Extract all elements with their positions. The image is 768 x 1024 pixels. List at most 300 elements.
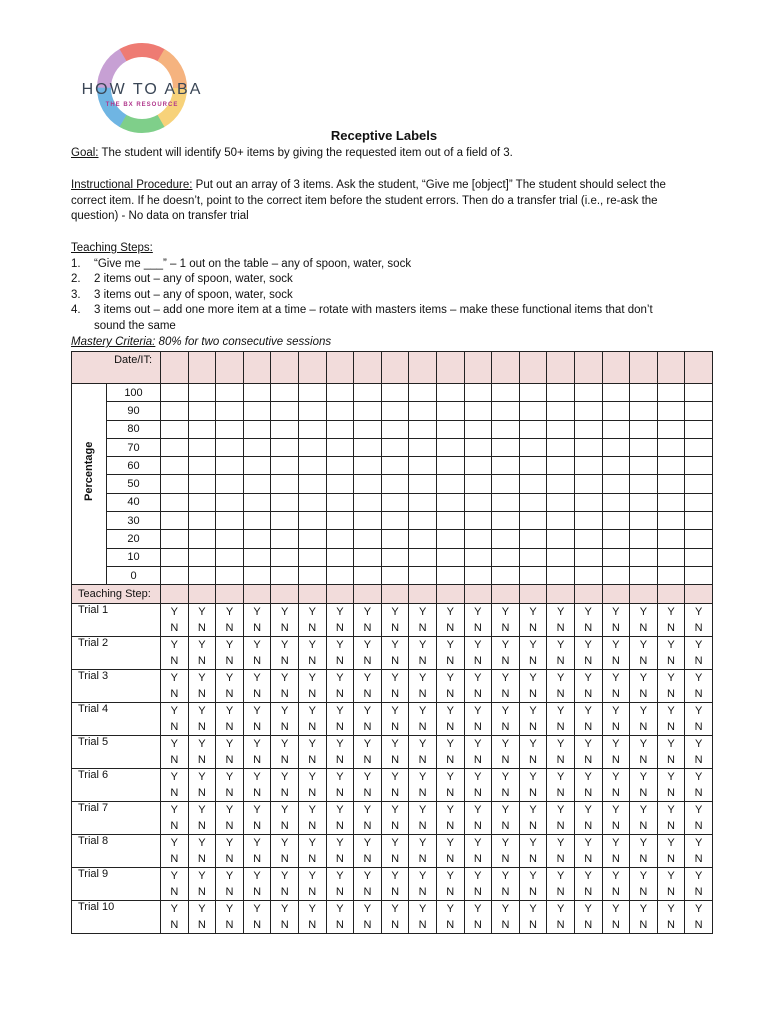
yes-option[interactable]: Y xyxy=(529,738,537,751)
no-option[interactable]: N xyxy=(170,655,179,668)
percent-cell[interactable] xyxy=(298,438,326,456)
yes-option[interactable]: Y xyxy=(225,837,234,850)
percent-cell[interactable] xyxy=(436,512,464,530)
yes-option[interactable]: Y xyxy=(253,672,261,685)
no-option[interactable]: N xyxy=(446,688,455,701)
percent-cell[interactable] xyxy=(492,420,520,438)
date-cell[interactable] xyxy=(685,352,713,384)
percent-cell[interactable] xyxy=(547,438,575,456)
yes-option[interactable]: Y xyxy=(639,738,648,751)
no-option[interactable]: N xyxy=(556,754,565,767)
no-option[interactable]: N xyxy=(280,622,289,635)
no-option[interactable]: N xyxy=(473,886,482,899)
percent-cell[interactable] xyxy=(271,384,299,402)
percent-cell[interactable] xyxy=(630,493,658,511)
percent-cell[interactable] xyxy=(547,512,575,530)
no-option[interactable]: N xyxy=(335,886,344,899)
percent-cell[interactable] xyxy=(602,384,630,402)
yes-option[interactable]: Y xyxy=(363,639,372,652)
yes-option[interactable]: Y xyxy=(612,804,620,817)
percent-cell[interactable] xyxy=(547,420,575,438)
yes-option[interactable]: Y xyxy=(529,705,537,718)
yes-option[interactable]: Y xyxy=(225,771,234,784)
yes-option[interactable]: Y xyxy=(474,639,482,652)
teaching-step-cell[interactable] xyxy=(188,585,216,604)
no-option[interactable]: N xyxy=(280,688,289,701)
no-option[interactable]: N xyxy=(584,655,593,668)
date-cell[interactable] xyxy=(409,352,437,384)
yes-option[interactable]: Y xyxy=(308,705,316,718)
percent-cell[interactable] xyxy=(492,475,520,493)
teaching-step-cell[interactable] xyxy=(547,585,575,604)
no-option[interactable]: N xyxy=(501,688,510,701)
date-cell[interactable] xyxy=(547,352,575,384)
yes-option[interactable]: Y xyxy=(474,672,482,685)
yes-option[interactable]: Y xyxy=(281,639,289,652)
teaching-step-cell[interactable] xyxy=(409,585,437,604)
percent-cell[interactable] xyxy=(436,493,464,511)
yes-option[interactable]: Y xyxy=(170,837,178,850)
percent-cell[interactable] xyxy=(161,512,189,530)
teaching-step-cell[interactable] xyxy=(354,585,382,604)
no-option[interactable]: N xyxy=(280,754,289,767)
percent-cell[interactable] xyxy=(630,548,658,566)
no-option[interactable]: N xyxy=(391,820,400,833)
no-option[interactable]: N xyxy=(473,853,482,866)
yes-option[interactable]: Y xyxy=(198,804,206,817)
no-option[interactable]: N xyxy=(501,754,510,767)
percent-cell[interactable] xyxy=(519,438,547,456)
yes-option[interactable]: Y xyxy=(253,870,261,883)
percent-cell[interactable] xyxy=(326,566,354,584)
percent-cell[interactable] xyxy=(630,457,658,475)
percent-cell[interactable] xyxy=(161,438,189,456)
percent-cell[interactable] xyxy=(630,512,658,530)
percent-cell[interactable] xyxy=(188,493,216,511)
percent-cell[interactable] xyxy=(354,512,382,530)
percent-cell[interactable] xyxy=(298,530,326,548)
no-option[interactable]: N xyxy=(253,655,262,668)
yes-option[interactable]: Y xyxy=(308,837,316,850)
no-option[interactable]: N xyxy=(197,721,206,734)
percent-cell[interactable] xyxy=(464,493,492,511)
percent-cell[interactable] xyxy=(602,457,630,475)
percent-cell[interactable] xyxy=(657,566,685,584)
no-option[interactable]: N xyxy=(253,853,262,866)
no-option[interactable]: N xyxy=(391,754,400,767)
percent-cell[interactable] xyxy=(354,457,382,475)
percent-cell[interactable] xyxy=(547,530,575,548)
percent-cell[interactable] xyxy=(216,438,244,456)
no-option[interactable]: N xyxy=(170,853,179,866)
percent-cell[interactable] xyxy=(188,548,216,566)
percent-cell[interactable] xyxy=(409,457,437,475)
no-option[interactable]: N xyxy=(529,787,537,800)
percent-cell[interactable] xyxy=(436,384,464,402)
percent-cell[interactable] xyxy=(574,493,602,511)
no-option[interactable]: N xyxy=(446,754,455,767)
no-option[interactable]: N xyxy=(225,655,234,668)
yes-option[interactable]: Y xyxy=(556,705,565,718)
yes-option[interactable]: Y xyxy=(612,639,620,652)
no-option[interactable]: N xyxy=(170,688,179,701)
yes-option[interactable]: Y xyxy=(639,672,648,685)
percent-cell[interactable] xyxy=(216,493,244,511)
percent-cell[interactable] xyxy=(547,384,575,402)
date-cell[interactable] xyxy=(381,352,409,384)
no-option[interactable]: N xyxy=(529,853,537,866)
yes-option[interactable]: Y xyxy=(170,870,178,883)
no-option[interactable]: N xyxy=(611,886,620,899)
no-option[interactable]: N xyxy=(529,886,537,899)
percent-cell[interactable] xyxy=(547,457,575,475)
yes-option[interactable]: Y xyxy=(556,837,565,850)
yes-option[interactable]: Y xyxy=(391,738,399,751)
teaching-step-cell[interactable] xyxy=(381,585,409,604)
yes-option[interactable]: Y xyxy=(308,870,316,883)
yes-option[interactable]: Y xyxy=(170,639,178,652)
yes-option[interactable]: Y xyxy=(391,870,399,883)
percent-cell[interactable] xyxy=(271,566,299,584)
percent-cell[interactable] xyxy=(464,420,492,438)
no-option[interactable]: N xyxy=(639,820,648,833)
no-option[interactable]: N xyxy=(446,721,455,734)
percent-cell[interactable] xyxy=(547,566,575,584)
percent-cell[interactable] xyxy=(492,402,520,420)
percent-cell[interactable] xyxy=(409,438,437,456)
yes-option[interactable]: Y xyxy=(391,804,399,817)
no-option[interactable]: N xyxy=(501,886,510,899)
no-option[interactable]: N xyxy=(694,820,703,833)
yes-option[interactable]: Y xyxy=(170,804,178,817)
percent-cell[interactable] xyxy=(630,438,658,456)
percent-cell[interactable] xyxy=(354,475,382,493)
percent-cell[interactable] xyxy=(409,420,437,438)
yes-option[interactable]: Y xyxy=(308,672,316,685)
percent-cell[interactable] xyxy=(685,548,713,566)
yes-option[interactable]: Y xyxy=(639,903,648,916)
percent-cell[interactable] xyxy=(547,493,575,511)
percent-cell[interactable] xyxy=(271,475,299,493)
teaching-step-cell[interactable] xyxy=(243,585,271,604)
percent-cell[interactable] xyxy=(161,566,189,584)
percent-cell[interactable] xyxy=(657,493,685,511)
percent-cell[interactable] xyxy=(409,402,437,420)
no-option[interactable]: N xyxy=(667,655,675,668)
yes-option[interactable]: Y xyxy=(446,804,454,817)
date-cell[interactable] xyxy=(492,352,520,384)
no-option[interactable]: N xyxy=(501,655,510,668)
no-option[interactable]: N xyxy=(363,853,372,866)
yes-option[interactable]: Y xyxy=(281,606,289,619)
no-option[interactable]: N xyxy=(308,853,317,866)
yes-option[interactable]: Y xyxy=(336,639,344,652)
no-option[interactable]: N xyxy=(197,655,206,668)
yes-option[interactable]: Y xyxy=(529,639,537,652)
no-option[interactable]: N xyxy=(391,622,400,635)
no-option[interactable]: N xyxy=(308,754,317,767)
percent-cell[interactable] xyxy=(547,548,575,566)
yes-option[interactable]: Y xyxy=(694,705,703,718)
date-cell[interactable] xyxy=(161,352,189,384)
yes-option[interactable]: Y xyxy=(639,639,648,652)
yes-option[interactable]: Y xyxy=(694,837,703,850)
yes-option[interactable]: Y xyxy=(336,804,344,817)
percent-cell[interactable] xyxy=(519,457,547,475)
teaching-step-cell[interactable] xyxy=(271,585,299,604)
percent-cell[interactable] xyxy=(464,566,492,584)
no-option[interactable]: N xyxy=(611,853,620,866)
yes-option[interactable]: Y xyxy=(612,705,620,718)
no-option[interactable]: N xyxy=(611,919,620,932)
no-option[interactable]: N xyxy=(639,886,648,899)
percent-cell[interactable] xyxy=(271,548,299,566)
percent-cell[interactable] xyxy=(602,530,630,548)
yes-option[interactable]: Y xyxy=(529,804,537,817)
no-option[interactable]: N xyxy=(529,688,537,701)
percent-cell[interactable] xyxy=(161,475,189,493)
yes-option[interactable]: Y xyxy=(198,639,206,652)
yes-option[interactable]: Y xyxy=(612,870,620,883)
yes-option[interactable]: Y xyxy=(418,705,427,718)
yes-option[interactable]: Y xyxy=(667,705,675,718)
no-option[interactable]: N xyxy=(335,721,344,734)
no-option[interactable]: N xyxy=(197,886,206,899)
yes-option[interactable]: Y xyxy=(501,870,510,883)
yes-option[interactable]: Y xyxy=(336,705,344,718)
no-option[interactable]: N xyxy=(501,721,510,734)
percent-cell[interactable] xyxy=(409,493,437,511)
percent-cell[interactable] xyxy=(216,402,244,420)
yes-option[interactable]: Y xyxy=(474,606,482,619)
yes-option[interactable]: Y xyxy=(584,771,592,784)
percent-cell[interactable] xyxy=(271,512,299,530)
percent-cell[interactable] xyxy=(464,548,492,566)
no-option[interactable]: N xyxy=(556,688,565,701)
no-option[interactable]: N xyxy=(473,919,482,932)
yes-option[interactable]: Y xyxy=(281,804,289,817)
yes-option[interactable]: Y xyxy=(363,672,372,685)
no-option[interactable]: N xyxy=(694,886,703,899)
yes-option[interactable]: Y xyxy=(391,771,399,784)
yes-option[interactable]: Y xyxy=(667,837,675,850)
yes-option[interactable]: Y xyxy=(253,705,261,718)
yes-option[interactable]: Y xyxy=(170,771,178,784)
no-option[interactable]: N xyxy=(611,688,620,701)
percent-cell[interactable] xyxy=(574,548,602,566)
no-option[interactable]: N xyxy=(584,787,593,800)
no-option[interactable]: N xyxy=(556,919,565,932)
no-option[interactable]: N xyxy=(253,754,262,767)
percent-cell[interactable] xyxy=(161,420,189,438)
no-option[interactable]: N xyxy=(418,655,427,668)
yes-option[interactable]: Y xyxy=(529,870,537,883)
percent-cell[interactable] xyxy=(381,475,409,493)
yes-option[interactable]: Y xyxy=(363,771,372,784)
yes-option[interactable]: Y xyxy=(281,837,289,850)
percent-cell[interactable] xyxy=(243,402,271,420)
no-option[interactable]: N xyxy=(391,655,400,668)
yes-option[interactable]: Y xyxy=(556,672,565,685)
percent-cell[interactable] xyxy=(436,438,464,456)
teaching-step-cell[interactable] xyxy=(464,585,492,604)
percent-cell[interactable] xyxy=(602,438,630,456)
no-option[interactable]: N xyxy=(335,820,344,833)
yes-option[interactable]: Y xyxy=(529,606,537,619)
no-option[interactable]: N xyxy=(694,853,703,866)
no-option[interactable]: N xyxy=(197,820,206,833)
date-cell[interactable] xyxy=(574,352,602,384)
no-option[interactable]: N xyxy=(639,754,648,767)
percent-cell[interactable] xyxy=(188,420,216,438)
yes-option[interactable]: Y xyxy=(363,903,372,916)
yes-option[interactable]: Y xyxy=(474,804,482,817)
yes-option[interactable]: Y xyxy=(418,672,427,685)
percent-cell[interactable] xyxy=(492,457,520,475)
percent-cell[interactable] xyxy=(161,384,189,402)
yes-option[interactable]: Y xyxy=(556,804,565,817)
no-option[interactable]: N xyxy=(391,919,400,932)
percent-cell[interactable] xyxy=(216,566,244,584)
yes-option[interactable]: Y xyxy=(556,738,565,751)
yes-option[interactable]: Y xyxy=(170,672,178,685)
yes-option[interactable]: Y xyxy=(501,606,510,619)
no-option[interactable]: N xyxy=(197,919,206,932)
no-option[interactable]: N xyxy=(170,622,179,635)
percent-cell[interactable] xyxy=(188,530,216,548)
no-option[interactable]: N xyxy=(584,754,593,767)
yes-option[interactable]: Y xyxy=(612,606,620,619)
yes-option[interactable]: Y xyxy=(170,705,178,718)
percent-cell[interactable] xyxy=(657,457,685,475)
percent-cell[interactable] xyxy=(574,475,602,493)
yes-option[interactable]: Y xyxy=(556,870,565,883)
percent-cell[interactable] xyxy=(326,420,354,438)
percent-cell[interactable] xyxy=(436,402,464,420)
no-option[interactable]: N xyxy=(363,787,372,800)
percent-cell[interactable] xyxy=(216,530,244,548)
yes-option[interactable]: Y xyxy=(198,771,206,784)
yes-option[interactable]: Y xyxy=(418,804,427,817)
date-cell[interactable] xyxy=(271,352,299,384)
no-option[interactable]: N xyxy=(391,721,400,734)
percent-cell[interactable] xyxy=(685,438,713,456)
no-option[interactable]: N xyxy=(639,688,648,701)
yes-option[interactable]: Y xyxy=(391,672,399,685)
percent-cell[interactable] xyxy=(436,530,464,548)
percent-cell[interactable] xyxy=(574,384,602,402)
no-option[interactable]: N xyxy=(280,820,289,833)
percent-cell[interactable] xyxy=(381,548,409,566)
yes-option[interactable]: Y xyxy=(612,837,620,850)
yes-option[interactable]: Y xyxy=(281,672,289,685)
percent-cell[interactable] xyxy=(574,420,602,438)
percent-cell[interactable] xyxy=(188,475,216,493)
no-option[interactable]: N xyxy=(418,754,427,767)
percent-cell[interactable] xyxy=(354,384,382,402)
no-option[interactable]: N xyxy=(473,721,482,734)
no-option[interactable]: N xyxy=(225,754,234,767)
yes-option[interactable]: Y xyxy=(363,837,372,850)
percent-cell[interactable] xyxy=(243,493,271,511)
yes-option[interactable]: Y xyxy=(639,837,648,850)
percent-cell[interactable] xyxy=(326,475,354,493)
no-option[interactable]: N xyxy=(501,919,510,932)
yes-option[interactable]: Y xyxy=(198,672,206,685)
yes-option[interactable]: Y xyxy=(446,639,454,652)
no-option[interactable]: N xyxy=(556,820,565,833)
percent-cell[interactable] xyxy=(492,493,520,511)
no-option[interactable]: N xyxy=(694,622,703,635)
percent-cell[interactable] xyxy=(602,475,630,493)
no-option[interactable]: N xyxy=(667,721,675,734)
yes-option[interactable]: Y xyxy=(391,705,399,718)
percent-cell[interactable] xyxy=(188,438,216,456)
percent-cell[interactable] xyxy=(464,402,492,420)
percent-cell[interactable] xyxy=(574,512,602,530)
yes-option[interactable]: Y xyxy=(225,804,234,817)
percent-cell[interactable] xyxy=(519,512,547,530)
no-option[interactable]: N xyxy=(584,721,593,734)
percent-cell[interactable] xyxy=(547,475,575,493)
no-option[interactable]: N xyxy=(253,787,262,800)
yes-option[interactable]: Y xyxy=(308,606,316,619)
teaching-step-cell[interactable] xyxy=(519,585,547,604)
no-option[interactable]: N xyxy=(473,622,482,635)
percent-cell[interactable] xyxy=(381,384,409,402)
date-cell[interactable] xyxy=(657,352,685,384)
date-cell[interactable] xyxy=(630,352,658,384)
percent-cell[interactable] xyxy=(216,548,244,566)
date-cell[interactable] xyxy=(326,352,354,384)
percent-cell[interactable] xyxy=(381,493,409,511)
no-option[interactable]: N xyxy=(501,820,510,833)
yes-option[interactable]: Y xyxy=(667,804,675,817)
yes-option[interactable]: Y xyxy=(584,903,592,916)
no-option[interactable]: N xyxy=(667,754,675,767)
no-option[interactable]: N xyxy=(308,787,317,800)
percent-cell[interactable] xyxy=(271,402,299,420)
percent-cell[interactable] xyxy=(243,420,271,438)
percent-cell[interactable] xyxy=(298,457,326,475)
yes-option[interactable]: Y xyxy=(253,738,261,751)
yes-option[interactable]: Y xyxy=(336,771,344,784)
no-option[interactable]: N xyxy=(501,787,510,800)
no-option[interactable]: N xyxy=(529,820,537,833)
percent-cell[interactable] xyxy=(519,566,547,584)
no-option[interactable]: N xyxy=(611,787,620,800)
yes-option[interactable]: Y xyxy=(474,870,482,883)
percent-cell[interactable] xyxy=(574,530,602,548)
yes-option[interactable]: Y xyxy=(694,738,703,751)
percent-cell[interactable] xyxy=(630,420,658,438)
no-option[interactable]: N xyxy=(611,820,620,833)
yes-option[interactable]: Y xyxy=(336,738,344,751)
no-option[interactable]: N xyxy=(363,688,372,701)
percent-cell[interactable] xyxy=(685,512,713,530)
percent-cell[interactable] xyxy=(657,420,685,438)
percent-cell[interactable] xyxy=(271,493,299,511)
percent-cell[interactable] xyxy=(326,548,354,566)
yes-option[interactable]: Y xyxy=(501,903,510,916)
no-option[interactable]: N xyxy=(225,853,234,866)
yes-option[interactable]: Y xyxy=(501,771,510,784)
percent-cell[interactable] xyxy=(602,512,630,530)
percent-cell[interactable] xyxy=(161,457,189,475)
no-option[interactable]: N xyxy=(225,721,234,734)
percent-cell[interactable] xyxy=(602,566,630,584)
no-option[interactable]: N xyxy=(170,787,179,800)
